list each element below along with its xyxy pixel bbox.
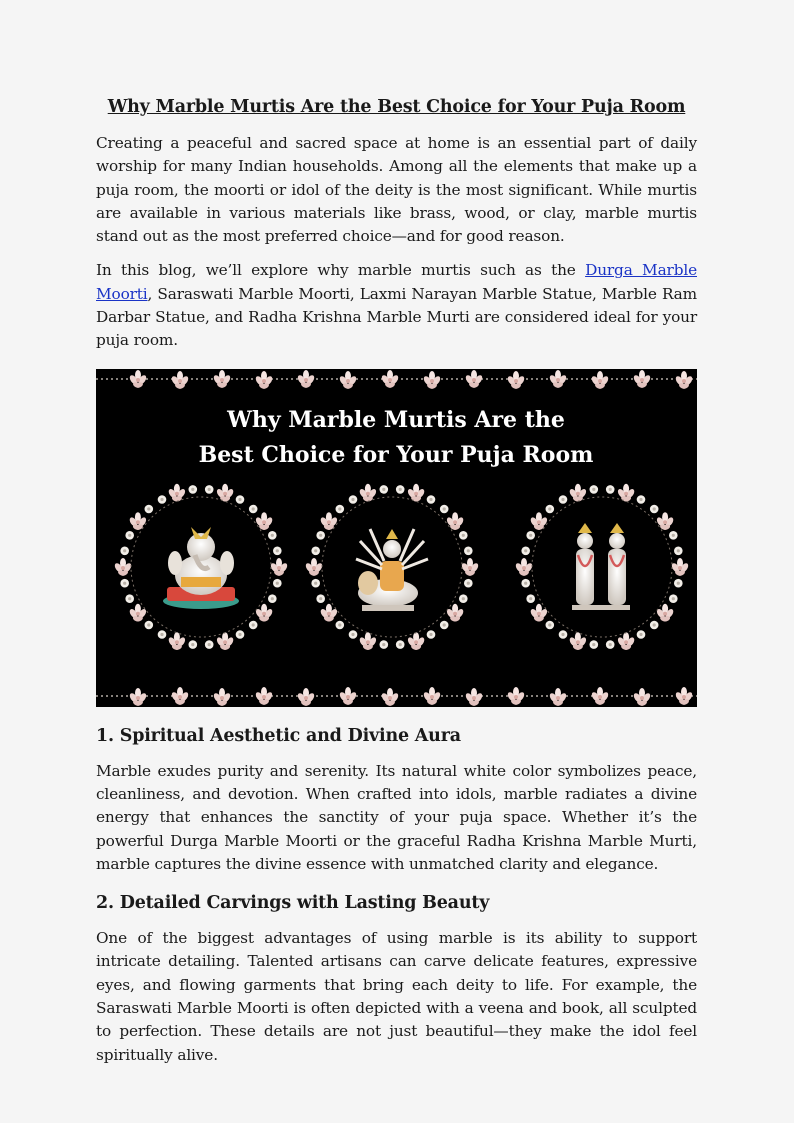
top-flower-border <box>96 370 697 390</box>
article <box>96 96 697 1078</box>
durga-idol <box>356 529 428 611</box>
banner-image <box>96 369 697 707</box>
banner-heading-line-2: Best Choice for Your Puja Room <box>198 441 594 468</box>
banner-heading-line-1: Why Marble Murtis Are the <box>227 406 565 433</box>
blog-text-before-link: In this blog, we’ll explore why marble murtis such as the <box>96 261 586 280</box>
article-title: Why Marble Murtis Are the Best Choice for Your Puja Room <box>107 97 686 117</box>
intro-paragraph: Creating a peaceful and sacred space at home is an essential part of daily worship for many Indian households. Among all the elements that make up a puja room, the moorti or idol of the deity is the most significant. While murtis are available in various materials like brass, wood, or clay, marble murtis stand out as the most preferred choice—and for good reason. <box>96 134 697 246</box>
blog-text-after-link: , Saraswati Marble Moorti, Laxmi Narayan Marble Statue, Marble Ram Darbar Statue, and Radha Krishna Marble Murti are considered ideal for your puja room. <box>96 284 697 350</box>
section-heading-2: 2. Detailed Carvings with Lasting Beauty <box>96 893 490 914</box>
section-heading-1: 1. Spiritual Aesthetic and Divine Aura <box>96 725 461 746</box>
blog-overview-paragraph <box>96 259 697 352</box>
ganesha-idol <box>163 527 239 609</box>
section-paragraph-1: Marble exudes purity and serenity. Its natural white color symbolizes peace, cleanliness, and devotion. When crafted into idols, marble radiates a divine energy that enhances the sanctity of your puja space. Whether it’s the powerful Durga Marble Moorti or the graceful Radha Krishna Marble Murti, marble captures the divine essence with unmatched clarity and elegance. <box>96 761 697 873</box>
banner-artwork <box>96 369 697 707</box>
bottom-flower-border <box>96 687 697 707</box>
flower-ring-frame-3 <box>514 483 689 650</box>
durga-marble-moorti-link[interactable]: Durga Marble Moorti <box>96 261 697 303</box>
ram-sita-idol <box>572 523 630 610</box>
section-paragraph-2: One of the biggest advantages of using marble is its ability to support intricate detailing. Talented artisans can carve delicate features, expressive eyes, and flowing garments that bring each deity to life. For example, the Saraswati Marble Moorti is often depicted with a veena and book, all sculpted to perfection. These details are not just beautiful—they make the idol feel spiritually alive. <box>96 929 697 1064</box>
